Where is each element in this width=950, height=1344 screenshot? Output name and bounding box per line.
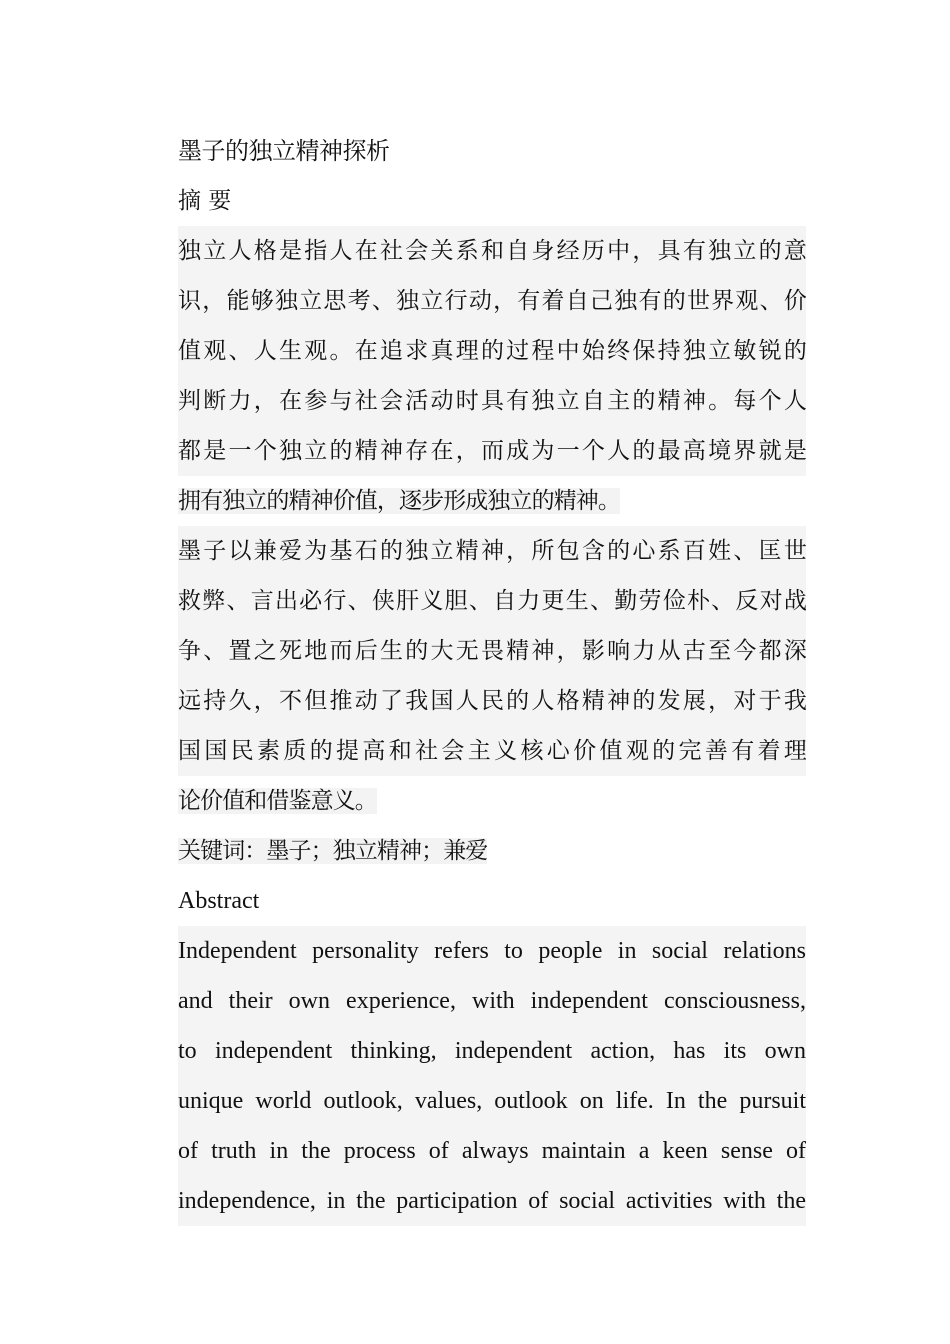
keywords-text: 关键词：墨子；独立精神；兼爱 <box>178 838 488 864</box>
abstract-paragraph-2 <box>178 526 806 826</box>
paragraph-line: 救弊、言出必行、侠肝义胆、自力更生、勤劳俭朴、反对战 <box>178 576 806 626</box>
abstract-paragraph-en <box>178 926 806 1226</box>
paragraph-line: Independent personality refers to people in social relations <box>178 926 806 976</box>
abstract-heading-zh: 摘 要 <box>178 188 232 214</box>
paragraph-line: and their own experience, with independent consciousness, <box>178 976 806 1026</box>
paragraph-line-text: 论价值和借鉴意义。 <box>178 788 377 814</box>
paragraph-line: 国国民素质的提高和社会主义核心价值观的完善有着理 <box>178 726 806 776</box>
paragraph-line: 值观、人生观。在追求真理的过程中始终保持独立敏锐的 <box>178 326 806 376</box>
document-page <box>178 126 806 1226</box>
document-title: 墨子的独立精神探析 <box>178 137 390 165</box>
abstract-paragraph-1 <box>178 226 806 526</box>
paragraph-line <box>178 476 806 526</box>
paragraph-line: 墨子以兼爱为基石的独立精神，所包含的心系百姓、匡世 <box>178 526 806 576</box>
paragraph-line: 都是一个独立的精神存在，而成为一个人的最高境界就是 <box>178 426 806 476</box>
paragraph-line-text: 拥有独立的精神价值，逐步形成独立的精神。 <box>178 488 621 514</box>
paragraph-line: 争、置之死地而后生的大无畏精神，影响力从古至今都深 <box>178 626 806 676</box>
paragraph-line: independence, in the participation of social activities with the <box>178 1176 806 1226</box>
paragraph-line: 远持久，不但推动了我国人民的人格精神的发展，对于我 <box>178 676 806 726</box>
paragraph-line: 独立人格是指人在社会关系和自身经历中，具有独立的意 <box>178 226 806 276</box>
paragraph-line: unique world outlook, values, outlook on life. In the pursuit <box>178 1076 806 1126</box>
keywords <box>178 826 806 876</box>
abstract-heading-en: Abstract <box>178 888 260 914</box>
paragraph-line <box>178 776 806 826</box>
paragraph-line: 判断力，在参与社会活动时具有独立自主的精神。每个人 <box>178 376 806 426</box>
paragraph-line: 识，能够独立思考、独立行动，有着自己独有的世界观、价 <box>178 276 806 326</box>
paragraph-line: to independent thinking, independent action, has its own <box>178 1026 806 1076</box>
paragraph-line: of truth in the process of always maintain a keen sense of <box>178 1126 806 1176</box>
